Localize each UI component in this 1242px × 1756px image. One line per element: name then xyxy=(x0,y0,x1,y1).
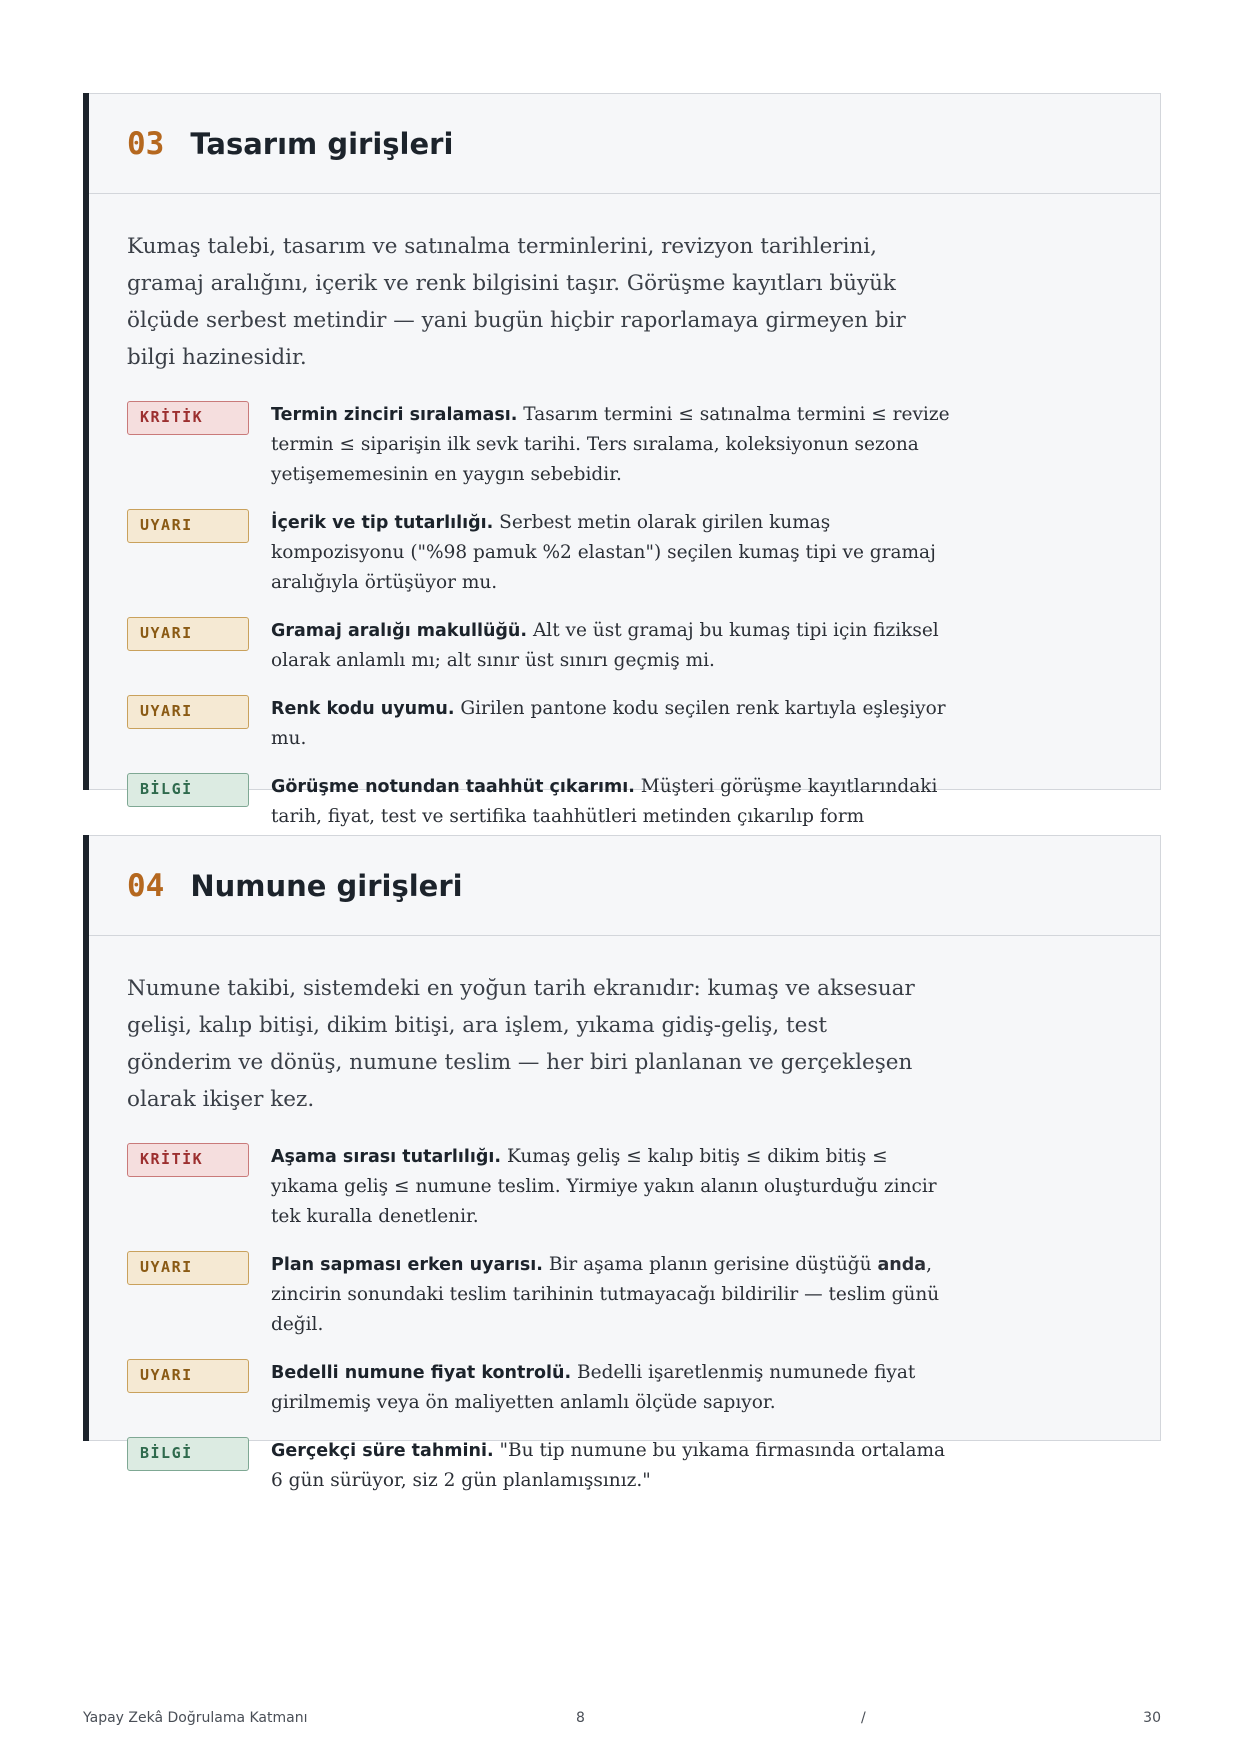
rule-description: Kumaş geliş ≤ kalıp bitiş ≤ dikim bitiş ≤ yıkama geliş ≤ numune teslim. Yirmiye yakın alanın oluşturduğu zincir tek kuralla denetlenir. xyxy=(271,1146,937,1227)
section-tasarim-girisleri xyxy=(83,93,1161,827)
rule-title: İçerik ve tip tutarlılığı. xyxy=(271,513,494,533)
section-title: Tasarım girişleri xyxy=(190,126,454,161)
rule-description: Bir aşama planın gerisine düştüğü xyxy=(548,1254,872,1275)
rule-text xyxy=(271,400,956,490)
rule-description: Alt ve üst gramaj bu kumaş tipi için fiziksel olarak anlamlı mı; alt sınır üst sınırı geçmiş mi. xyxy=(271,620,939,671)
rule-item xyxy=(127,508,1116,598)
severity-badge-bilgi: BİLGİ xyxy=(127,773,249,807)
section-header xyxy=(83,94,1160,194)
rule-description: Girilen pantone kodu seçilen renk kartıyla eşleşiyor mu. xyxy=(271,698,946,749)
rule-description: "Bu tip numune bu yıkama firmasında ortalama 6 gün sürüyor, siz 2 gün planlamışsınız." xyxy=(271,1440,946,1491)
rule-text xyxy=(271,1436,956,1496)
rule-item xyxy=(127,400,1116,490)
rule-description: Serbest metin olarak girilen kumaş kompozisyonu ("%98 pamuk %2 elastan") seçilen kumaş tipi ve gramaj aralığıyla örtüşüyor mu. xyxy=(271,512,936,593)
section-number: 03 xyxy=(127,125,165,162)
rule-description: , zincirin sonundaki teslim tarihinin tutmayacağı bildirilir — teslim günü değil. xyxy=(271,1254,940,1335)
rule-title: Görüşme notundan taahhüt çıkarımı. xyxy=(271,777,635,797)
rule-title: Aşama sırası tutarlılığı. xyxy=(271,1147,502,1167)
rule-text xyxy=(271,1250,956,1340)
severity-badge-kritik: KRİTİK xyxy=(127,401,249,435)
section-numune-girisleri xyxy=(83,835,1161,1491)
rule-text xyxy=(271,616,956,676)
severity-badge-uyari: UYARI xyxy=(127,1251,249,1285)
rule-title: Gramaj aralığı makullüğü. xyxy=(271,621,528,641)
rule-item xyxy=(127,1250,1116,1340)
section-title: Numune girişleri xyxy=(190,868,463,903)
section-intro: Kumaş talebi, tasarım ve satınalma terminlerini, revizyon tarihlerini, gramaj aralığını, içerik ve renk bilgisini taşır. Görüşme kayıtları büyük ölçüde serbest metindir — yani bugün hiçbir raporlamaya girmeyen bir bilgi hazinesidir. xyxy=(127,234,906,370)
rule-item xyxy=(127,616,1116,676)
rule-emphasis: anda xyxy=(877,1255,927,1275)
rule-item xyxy=(127,694,1116,754)
rule-text xyxy=(271,694,956,754)
rule-text xyxy=(271,508,956,598)
severity-badge-uyari: UYARI xyxy=(127,617,249,651)
rule-description: Tasarım termini ≤ satınalma termini ≤ revize termin ≤ siparişin ilk sevk tarihi. Ters sıralama, koleksiyonun sezona yetişememesinin en yaygın sebebidir. xyxy=(271,404,950,485)
page-footer xyxy=(83,1710,1161,1730)
rule-item xyxy=(127,1358,1116,1418)
rule-description: Müşteri görüşme kayıtlarındaki tarih, fiyat, test ve sertifika taahhütleri metinden çıkarılıp form xyxy=(271,776,938,827)
rule-item xyxy=(127,1436,1116,1496)
severity-badge-kritik: KRİTİK xyxy=(127,1143,249,1177)
rule-title: Gerçekçi süre tahmini. xyxy=(271,1441,494,1461)
footer-doc-title: Yapay Zekâ Doğrulama Katmanı xyxy=(83,1710,308,1726)
rule-title: Termin zinciri sıralaması. xyxy=(271,405,518,425)
footer-separator: / xyxy=(861,1710,866,1726)
severity-badge-uyari: UYARI xyxy=(127,695,249,729)
section-intro: Numune takibi, sistemdeki en yoğun tarih ekranıdır: kumaş ve aksesuar gelişi, kalıp bitişi, dikim bitişi, ara işlem, yıkama gidiş-geliş, test gönderim ve dönüş, numune teslim — her biri planlanan ve gerçekleşen olarak ikişer kez. xyxy=(127,976,915,1112)
severity-badge-uyari: UYARI xyxy=(127,1359,249,1393)
severity-badge-bilgi: BİLGİ xyxy=(127,1437,249,1471)
rule-title: Plan sapması erken uyarısı. xyxy=(271,1255,543,1275)
rule-title: Renk kodu uyumu. xyxy=(271,699,455,719)
rule-title: Bedelli numune fiyat kontrolü. xyxy=(271,1363,572,1383)
section-number: 04 xyxy=(127,867,165,904)
rule-item xyxy=(127,1142,1116,1232)
footer-total-pages: 30 xyxy=(1143,1710,1161,1726)
rule-description: Bedelli işaretlenmiş numunede fiyat girilmemiş veya ön maliyetten anlamlı ölçüde sapıyor. xyxy=(271,1362,916,1413)
severity-badge-uyari: UYARI xyxy=(127,509,249,543)
footer-page-number: 8 xyxy=(576,1710,585,1726)
rule-text xyxy=(271,1142,956,1232)
rule-text xyxy=(271,1358,956,1418)
section-header xyxy=(83,836,1160,936)
